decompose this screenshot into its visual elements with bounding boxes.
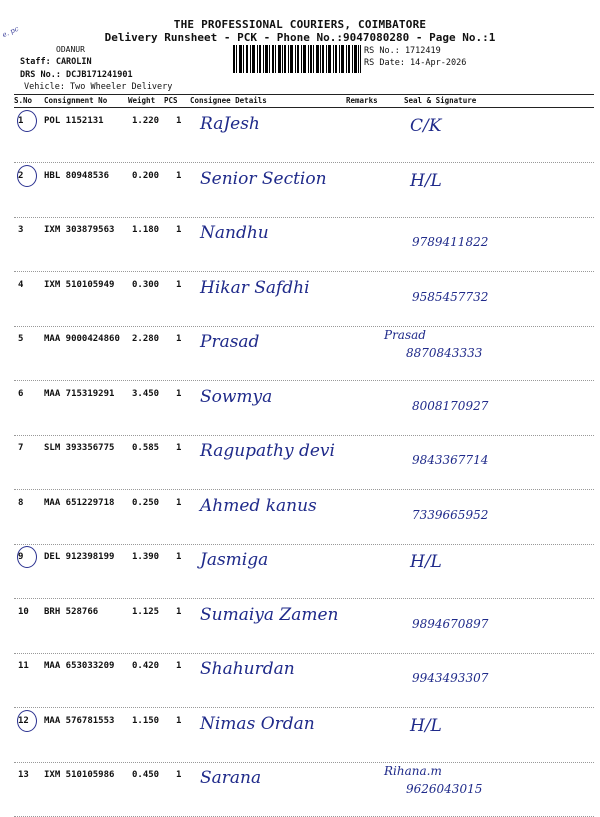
handwritten-phone-number: 9943493307 [412, 671, 489, 685]
row-pcs: 1 [176, 279, 182, 290]
row-consignment-no: IXM 510105949 [44, 279, 115, 290]
row-sno: 8 [18, 497, 24, 508]
handwritten-consignee-name: Ragupathy devi [200, 441, 335, 461]
table-row [14, 708, 594, 763]
handwritten-phone-number: 9789411822 [412, 235, 489, 249]
handwritten-phone-number: 8008170927 [412, 398, 489, 413]
table-row [14, 272, 594, 327]
handwritten-phone-number: 9843367714 [412, 453, 489, 467]
handwritten-consignee-name: Shahurdan [200, 659, 295, 679]
table-row [14, 381, 594, 436]
row-weight: 1.220 [132, 116, 160, 126]
row-consignment-no: MAA 576781553 [44, 715, 115, 726]
handwritten-signature: Rihana.m [384, 764, 442, 778]
col-weight: Weight [128, 96, 156, 105]
vehicle-type: Vehicle: Two Wheeler Delivery [24, 82, 173, 92]
table-row [14, 217, 594, 272]
handwritten-signature: H/L [410, 715, 442, 736]
row-pcs: 1 [176, 388, 182, 399]
corner-handwritten-note: e. pc [1, 24, 20, 40]
row-sno: 10 [18, 606, 29, 617]
table-row [14, 163, 594, 218]
runsheet-subtitle: Delivery Runsheet - PCK - Phone No.:9047080280 - Page No.:1 [104, 31, 496, 44]
row-weight: 0.200 [132, 170, 160, 181]
col-consignee: Consignee Details [190, 96, 267, 105]
row-consignment-no: IXM 303879563 [44, 225, 115, 235]
table-header [14, 94, 594, 108]
row-sno: 4 [18, 279, 24, 290]
handwritten-signature: C/K [410, 116, 442, 136]
row-weight: 0.300 [132, 279, 160, 290]
col-seal: Seal & Signature [404, 96, 477, 105]
handwritten-consignee-name: Sumaiya Zamen [200, 604, 339, 625]
row-sno: 13 [18, 770, 29, 780]
rs-date: RS Date: 14-Apr-2026 [364, 58, 467, 68]
handwritten-consignee-name: Prasad [200, 332, 260, 352]
row-sno: 2 [18, 170, 24, 181]
col-remarks: Remarks [346, 96, 378, 105]
row-weight: 1.150 [132, 715, 160, 726]
row-consignment-no: MAA 9000424860 [44, 334, 120, 344]
handwritten-phone-number: 8870843333 [406, 346, 483, 360]
col-pcs: PCS [164, 96, 178, 105]
row-consignment-no: MAA 715319291 [44, 388, 115, 399]
handwritten-signature: H/L [410, 552, 442, 572]
staff-name: Staff: CAROLIN [20, 57, 92, 67]
handwritten-consignee-name: Sowmya [200, 386, 273, 407]
col-consignment: Consignment No [44, 96, 108, 105]
row-consignment-no: POL 1152131 [44, 116, 104, 126]
row-consignment-no: MAA 653033209 [44, 661, 115, 671]
handwritten-consignee-name: RaJesh [200, 114, 260, 134]
handwritten-phone-number: 9894670897 [412, 616, 489, 631]
row-sno: 6 [18, 388, 24, 399]
row-sno: 9 [18, 552, 24, 562]
row-pcs: 1 [176, 443, 182, 453]
row-pcs: 1 [176, 225, 182, 235]
row-weight: 0.450 [132, 770, 160, 780]
branch-name: ODANUR [56, 45, 85, 54]
handwritten-consignee-name: Sarana [200, 768, 262, 788]
row-weight: 1.180 [132, 225, 160, 235]
handwritten-phone-number: 9626043015 [406, 782, 483, 796]
row-consignment-no: HBL 80948536 [44, 170, 110, 181]
row-weight: 1.390 [132, 552, 160, 562]
row-sno: 1 [18, 116, 24, 126]
handwritten-consignee-name: Nimas Ordan [200, 713, 315, 734]
row-consignment-no: IXM 510105986 [44, 770, 115, 780]
table-row [14, 108, 594, 163]
row-weight: 3.450 [132, 388, 160, 399]
row-pcs: 1 [176, 606, 182, 617]
row-weight: 2.280 [132, 334, 160, 344]
row-pcs: 1 [176, 334, 182, 344]
handwritten-consignee-name: Hikar Safdhi [200, 277, 310, 298]
table-row [14, 599, 594, 654]
handwritten-phone-number: 9585457732 [412, 289, 489, 304]
row-pcs: 1 [176, 116, 182, 126]
row-weight: 0.585 [132, 443, 160, 453]
table-row [14, 762, 594, 817]
row-consignment-no: SLM 393356775 [44, 443, 115, 453]
row-sno: 5 [18, 334, 24, 344]
row-pcs: 1 [176, 552, 182, 562]
handwritten-consignee-name: Jasmiga [200, 550, 269, 570]
company-title: THE PROFESSIONAL COURIERS, COIMBATORE [173, 18, 427, 31]
row-sno: 11 [18, 661, 29, 671]
row-consignment-no: MAA 651229718 [44, 497, 115, 508]
row-pcs: 1 [176, 770, 182, 780]
barcode-image [233, 45, 361, 73]
handwritten-phone-number: 7339665952 [412, 507, 489, 522]
table-row [14, 490, 594, 545]
table-row [14, 544, 594, 599]
row-pcs: 1 [176, 661, 182, 671]
row-pcs: 1 [176, 715, 182, 726]
handwritten-consignee-name: Ahmed kanus [200, 495, 317, 516]
col-sno: S.No [14, 96, 33, 105]
row-sno: 3 [18, 225, 24, 235]
table-row [14, 326, 594, 381]
row-sno: 12 [18, 715, 29, 726]
row-consignment-no: BRH 528766 [44, 606, 99, 617]
handwritten-consignee-name: Nandhu [200, 223, 269, 243]
table-row [14, 653, 594, 708]
row-weight: 0.420 [132, 661, 160, 671]
row-pcs: 1 [176, 170, 182, 181]
row-weight: 0.250 [132, 497, 160, 508]
handwritten-signature: Prasad [384, 328, 426, 342]
handwritten-signature: H/L [410, 170, 442, 191]
row-consignment-no: DEL 912398199 [44, 552, 115, 562]
row-sno: 7 [18, 443, 24, 453]
row-pcs: 1 [176, 497, 182, 508]
drs-number: DRS No.: DCJB171241901 [20, 70, 133, 80]
table-row [14, 435, 594, 490]
row-weight: 1.125 [132, 606, 160, 617]
rs-number: RS No.: 1712419 [364, 46, 441, 56]
handwritten-consignee-name: Senior Section [200, 168, 327, 189]
